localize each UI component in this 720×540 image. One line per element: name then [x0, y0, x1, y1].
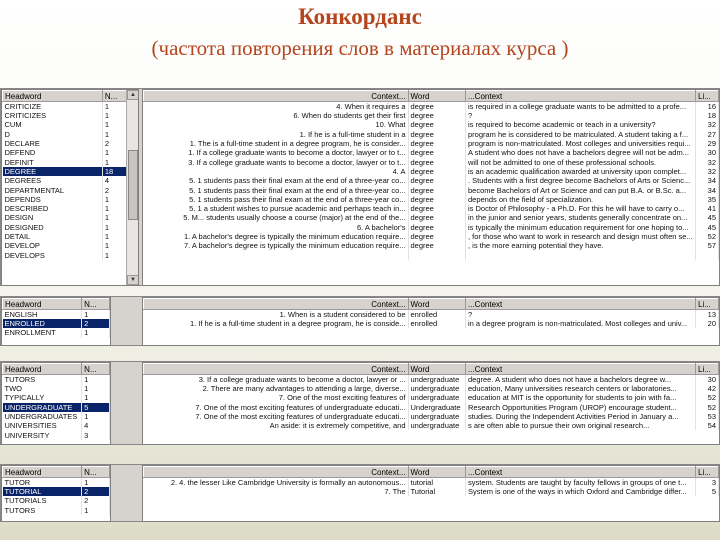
headword-cell: CRITICIZE: [3, 102, 103, 112]
context-left-cell: 7. The: [144, 487, 409, 496]
context-left-cell: 1. If he is a full-time student in a: [144, 130, 409, 139]
count-cell: 4: [82, 421, 110, 430]
scroll-thumb[interactable]: [128, 150, 138, 220]
headword-list[interactable]: [1, 89, 139, 286]
count-cell: 1: [102, 130, 137, 139]
count-cell: 1: [102, 111, 137, 120]
context-right-cell: education at MIT is the opportunity for students to join with fa...: [466, 393, 696, 402]
count-cell: 1: [102, 223, 137, 232]
context-row[interactable]: [144, 120, 719, 129]
headword-column-header[interactable]: Headword: [3, 299, 82, 310]
line-number-cell: 5: [696, 487, 719, 496]
keyword-cell: enrolled: [408, 319, 466, 328]
count-cell: 1: [102, 195, 137, 204]
keyword-cell: degree: [408, 204, 466, 213]
context-right-cell: depends on the field of specialization.: [466, 195, 696, 204]
keyword-cell: degree: [408, 232, 466, 241]
keyword-cell: degree: [408, 167, 466, 176]
headword-row[interactable]: [3, 328, 110, 337]
headword-row[interactable]: [3, 130, 138, 139]
context-table[interactable]: [142, 465, 720, 522]
context-row[interactable]: [144, 130, 719, 139]
context-left-header[interactable]: Context...: [144, 467, 409, 478]
context-left-cell: 3. If a college graduate wants to become a doctor, lawyer or to t...: [144, 157, 409, 166]
headword-row[interactable]: [3, 478, 110, 488]
keyword-cell: degree: [408, 241, 466, 250]
keyword-cell: degree: [408, 102, 466, 112]
count-cell: 1: [102, 204, 137, 213]
context-right-cell: in a degree program is non-matriculated. Most colleges and univ...: [466, 319, 696, 328]
headword-row[interactable]: [3, 139, 138, 148]
headword-cell: DESIGNED: [3, 223, 103, 232]
count-cell: 2: [82, 487, 110, 496]
headword-row[interactable]: [3, 393, 110, 402]
count-cell: 1: [102, 120, 137, 129]
headword-row[interactable]: [3, 176, 138, 185]
count-cell: 2: [82, 496, 110, 505]
keyword-cell: degree: [408, 157, 466, 166]
count-cell: 1: [82, 328, 110, 337]
concordance-panel: [0, 296, 720, 346]
context-row[interactable]: [144, 111, 719, 120]
keyword-cell: undergraduate: [408, 421, 466, 430]
context-left-cell: 10. What: [144, 120, 409, 129]
line-number-cell: 16: [696, 102, 719, 112]
line-number-cell: 45: [696, 223, 719, 232]
count-cell: 2: [82, 319, 110, 328]
keyword-cell: degree: [408, 223, 466, 232]
context-row[interactable]: [144, 375, 719, 385]
headword-cell: UNIVERSITIES: [3, 421, 82, 430]
line-header[interactable]: Li...: [696, 299, 719, 310]
line-number-cell: 54: [696, 421, 719, 430]
scroll-up-icon[interactable]: ▲: [127, 90, 139, 100]
headword-cell: DEVELOPS: [3, 250, 103, 259]
keyword-cell: degree: [408, 130, 466, 139]
context-row[interactable]: [144, 310, 719, 320]
context-right-cell: . Students with a first degree become Bachelors of Arts or Scienc...: [466, 176, 696, 185]
context-row[interactable]: [144, 185, 719, 194]
headword-cell: DEGREE: [3, 167, 103, 176]
headword-cell: DEPENDS: [3, 195, 103, 204]
context-left-cell: 6. When do students get their first: [144, 111, 409, 120]
headword-cell: CUM: [3, 120, 103, 129]
context-right-cell: is required in a college graduate wants to be admitted to a profe...: [466, 102, 696, 112]
headword-cell: TWO: [3, 384, 82, 393]
context-right-cell: Research Opportunities Program (UROP) encourage student...: [466, 403, 696, 412]
context-table[interactable]: [142, 89, 720, 286]
context-left-cell: 7. One of the most exciting features of: [144, 393, 409, 402]
context-right-header[interactable]: ...Context: [466, 91, 696, 102]
context-row[interactable]: [144, 478, 719, 488]
count-cell: 18: [102, 167, 137, 176]
context-row[interactable]: [144, 421, 719, 430]
headword-cell: UNDERGRADUATE: [3, 403, 82, 412]
context-right-header[interactable]: ...Context: [466, 467, 696, 478]
headword-cell: DESIGN: [3, 213, 103, 222]
context-row[interactable]: [144, 393, 719, 402]
context-row[interactable]: [144, 195, 719, 204]
context-left-header[interactable]: Context...: [144, 299, 409, 310]
count-column-header[interactable]: N...: [82, 299, 110, 310]
keyword-cell: degree: [408, 195, 466, 204]
context-right-cell: A student who does not have a bachelors degree will not be adm...: [466, 148, 696, 157]
headword-cell: CRITICIZES: [3, 111, 103, 120]
keyword-cell: enrolled: [408, 310, 466, 320]
headword-row[interactable]: [3, 167, 138, 176]
headword-row[interactable]: [3, 213, 138, 222]
context-row[interactable]: [144, 176, 719, 185]
count-cell: 2: [102, 139, 137, 148]
headword-row[interactable]: [3, 185, 138, 194]
context-row[interactable]: [144, 102, 719, 112]
context-row[interactable]: [144, 487, 719, 496]
context-left-cell: 6. A bachelor's: [144, 223, 409, 232]
headword-row[interactable]: [3, 195, 138, 204]
headword-cell: DEFINIT: [3, 157, 103, 166]
count-cell: 1: [102, 102, 137, 112]
context-right-cell: is required to become academic or teach in a university?: [466, 120, 696, 129]
headword-cell: DECLARE: [3, 139, 103, 148]
headword-cell: TUTOR: [3, 478, 82, 488]
line-number-cell: 32: [696, 157, 719, 166]
context-row[interactable]: [144, 148, 719, 157]
context-right-cell: program is non-matriculated. Most colleges and universities requi...: [466, 139, 696, 148]
headword-cell: UNDERGRADUATES: [3, 412, 82, 421]
count-cell: 2: [102, 185, 137, 194]
context-left-cell: 7. One of the most exciting features of undergraduate educati...: [144, 412, 409, 421]
count-cell: 1: [102, 157, 137, 166]
line-header[interactable]: Li...: [696, 364, 719, 375]
context-left-cell: 5. M... students usually choose a course (major) at the end of the...: [144, 213, 409, 222]
context-row[interactable]: [144, 250, 719, 259]
context-left-header[interactable]: Context...: [144, 364, 409, 375]
context-left-cell: 5. 1 students pass their final exam at the end of a three-year co...: [144, 176, 409, 185]
context-row[interactable]: [144, 403, 719, 412]
headword-row[interactable]: [3, 223, 138, 232]
context-left-cell: 7. A bachelor's degree is typically the minimum education require...: [144, 241, 409, 250]
keyword-cell: degree: [408, 148, 466, 157]
headword-cell: UNIVERSITY: [3, 430, 82, 439]
headword-row[interactable]: [3, 102, 138, 112]
line-number-cell: 30: [696, 148, 719, 157]
headword-row[interactable]: [3, 375, 110, 385]
context-right-cell: System is one of the ways in which Oxford and Cambridge differ...: [466, 487, 696, 496]
word-header[interactable]: Word: [408, 467, 466, 478]
keyword-cell: degree: [408, 120, 466, 129]
context-row[interactable]: [144, 167, 719, 176]
count-cell: 1: [82, 412, 110, 421]
context-left-cell: 5. 1 students pass their final exam at the end of a three-year co...: [144, 195, 409, 204]
headword-cell: TUTORIALS: [3, 496, 82, 505]
line-number-cell: 13: [696, 310, 719, 320]
headword-row[interactable]: [3, 310, 110, 320]
context-right-cell: is an academic qualification awarded at university upon complet...: [466, 167, 696, 176]
headword-cell: TYPICALLY: [3, 393, 82, 402]
line-number-cell: 3: [696, 478, 719, 488]
context-left-cell: 1. When is a student considered to be: [144, 310, 409, 320]
line-number-cell: 32: [696, 167, 719, 176]
context-right-cell: studies. During the Independent Activities Period in January a...: [466, 412, 696, 421]
headword-cell: DETAIL: [3, 232, 103, 241]
keyword-cell: Undergraduate: [408, 403, 466, 412]
concordance-panel: [0, 464, 720, 522]
headword-list[interactable]: [1, 362, 111, 445]
context-row[interactable]: [144, 232, 719, 241]
context-left-cell: 7. One of the most exciting features of undergraduate educati...: [144, 403, 409, 412]
context-row[interactable]: [144, 157, 719, 166]
headword-row[interactable]: [3, 241, 138, 250]
headword-column-header[interactable]: Headword: [3, 467, 82, 478]
context-right-cell: ?: [466, 111, 696, 120]
headword-row[interactable]: [3, 384, 110, 393]
keyword-cell: Tutorial: [408, 487, 466, 496]
scroll-down-icon[interactable]: ▼: [127, 275, 139, 285]
headword-scrollbar[interactable]: [126, 90, 138, 285]
line-number-cell: 42: [696, 384, 719, 393]
headword-cell: TUTORIAL: [3, 487, 82, 496]
count-cell: 4: [102, 176, 137, 185]
line-number-cell: 52: [696, 403, 719, 412]
count-cell: 1: [82, 384, 110, 393]
context-right-header[interactable]: ...Context: [466, 299, 696, 310]
headword-row[interactable]: [3, 250, 138, 259]
headword-row[interactable]: [3, 421, 110, 430]
keyword-cell: degree: [408, 213, 466, 222]
line-number-cell: 45: [696, 213, 719, 222]
context-right-header[interactable]: ...Context: [466, 364, 696, 375]
context-right-cell: ?: [466, 310, 696, 320]
context-right-cell: in the junior and senior years, students generally concentrate on...: [466, 213, 696, 222]
headword-row[interactable]: [3, 148, 138, 157]
headword-column-header[interactable]: Headword: [3, 364, 82, 375]
line-number-cell: 32: [696, 120, 719, 129]
context-row[interactable]: [144, 384, 719, 393]
headword-row[interactable]: [3, 120, 138, 129]
line-number-cell: 52: [696, 393, 719, 402]
word-header[interactable]: Word: [408, 91, 466, 102]
context-left-cell: 5. 1 a student wishes to pursue academic and perhaps teach in...: [144, 204, 409, 213]
page-subtitle: (частота повторения слов в материалах курса ): [151, 36, 569, 60]
keyword-cell: undergraduate: [408, 393, 466, 402]
word-header[interactable]: Word: [408, 299, 466, 310]
context-right-cell: program he is considered to be matriculated. A student taking a f...: [466, 130, 696, 139]
context-row[interactable]: [144, 319, 719, 328]
headword-row[interactable]: [3, 487, 110, 496]
headword-cell: TUTORS: [3, 506, 82, 515]
context-row[interactable]: [144, 223, 719, 232]
headword-row[interactable]: [3, 430, 110, 439]
context-left-cell: 5. 1 students pass their final exam at the end of a three-year co...: [144, 185, 409, 194]
headword-cell: ENROLLMENT: [3, 328, 82, 337]
keyword-cell: undergraduate: [408, 384, 466, 393]
line-number-cell: 34: [696, 176, 719, 185]
context-left-cell: 1. If a college graduate wants to become a doctor, lawyer or to t...: [144, 148, 409, 157]
context-right-cell: , is the more earning potential they have.: [466, 241, 696, 250]
headword-cell: TUTORS: [3, 375, 82, 385]
word-header[interactable]: Word: [408, 364, 466, 375]
headword-row[interactable]: [3, 157, 138, 166]
headword-row[interactable]: [3, 412, 110, 421]
line-number-cell: [696, 250, 719, 259]
headword-cell: DEGREES: [3, 176, 103, 185]
context-right-cell: is typically the minimum education requirement for one hoping to...: [466, 223, 696, 232]
context-left-cell: 2. There are many advantages to attending a large, diverse...: [144, 384, 409, 393]
headword-row[interactable]: [3, 232, 138, 241]
context-row[interactable]: [144, 213, 719, 222]
count-cell: 1: [102, 232, 137, 241]
headword-row[interactable]: [3, 403, 110, 412]
count-cell: 3: [82, 430, 110, 439]
keyword-cell: undergraduate: [408, 375, 466, 385]
context-row[interactable]: [144, 204, 719, 213]
count-cell: 1: [82, 393, 110, 402]
keyword-cell: tutorial: [408, 478, 466, 488]
context-row[interactable]: [144, 412, 719, 421]
context-table[interactable]: [142, 297, 720, 346]
context-left-header[interactable]: Context...: [144, 91, 409, 102]
headword-row[interactable]: [3, 496, 110, 505]
keyword-cell: degree: [408, 176, 466, 185]
line-number-cell: 34: [696, 185, 719, 194]
line-number-cell: 27: [696, 130, 719, 139]
headword-row[interactable]: [3, 319, 110, 328]
context-left-cell: [144, 250, 409, 259]
count-cell: 1: [82, 310, 110, 320]
context-right-cell: system. Students are taught by faculty fellows in groups of one t...: [466, 478, 696, 488]
context-left-cell: 4. When it requires a: [144, 102, 409, 112]
headword-row[interactable]: [3, 204, 138, 213]
keyword-cell: undergraduate: [408, 412, 466, 421]
line-number-cell: 57: [696, 241, 719, 250]
count-cell: 1: [102, 213, 137, 222]
headword-cell: DEPARTMENTAL: [3, 185, 103, 194]
context-left-cell: An aside: it is extremely competitive, and: [144, 421, 409, 430]
line-number-cell: 20: [696, 319, 719, 328]
context-right-cell: [466, 250, 696, 259]
count-cell: 1: [82, 478, 110, 488]
line-number-cell: 18: [696, 111, 719, 120]
keyword-cell: degree: [408, 111, 466, 120]
line-number-cell: 52: [696, 232, 719, 241]
count-cell: 1: [82, 375, 110, 385]
concordance-panel: [0, 361, 720, 445]
context-row[interactable]: [144, 139, 719, 148]
context-right-cell: is Doctor of Philosophy - a Ph.D. For this he will have to carry o...: [466, 204, 696, 213]
keyword-cell: degree: [408, 185, 466, 194]
context-right-cell: become Bachelors of Art or Science and can put B.A. or B.Sc. a...: [466, 185, 696, 194]
line-number-cell: 29: [696, 139, 719, 148]
headword-cell: D: [3, 130, 103, 139]
line-number-cell: 35: [696, 195, 719, 204]
headword-cell: DEVELOP: [3, 241, 103, 250]
context-right-cell: s are often able to pursue their own original research...: [466, 421, 696, 430]
headword-cell: DEFEND: [3, 148, 103, 157]
context-left-cell: 4. A: [144, 167, 409, 176]
context-left-cell: 1. A bachelor's degree is typically the minimum education require...: [144, 232, 409, 241]
context-right-cell: education, Many universities research centers or laboratories...: [466, 384, 696, 393]
count-cell: 1: [102, 148, 137, 157]
line-number-cell: 41: [696, 204, 719, 213]
headword-column-header[interactable]: Headword: [3, 91, 103, 102]
headword-cell: ENROLLED: [3, 319, 82, 328]
concordance-panel: [0, 88, 720, 286]
count-column-header[interactable]: N...: [102, 91, 137, 102]
headword-list[interactable]: [1, 465, 111, 522]
count-column-header[interactable]: N...: [82, 364, 110, 375]
headword-row[interactable]: [3, 111, 138, 120]
count-column-header[interactable]: N...: [82, 467, 110, 478]
context-row[interactable]: [144, 241, 719, 250]
context-left-cell: 2. 4. the lesser Like Cambridge University is formally an autonomous...: [144, 478, 409, 488]
context-right-cell: degree. A student who does not have a bachelors degree w...: [466, 375, 696, 385]
headword-list[interactable]: [1, 297, 111, 346]
page-title: Конкорданс: [298, 4, 422, 29]
keyword-cell: degree: [408, 139, 466, 148]
count-cell: 1: [102, 241, 137, 250]
headword-cell: DESCRIBED: [3, 204, 103, 213]
context-left-cell: 1. If he is a full-time student in a degree program, he is conside...: [144, 319, 409, 328]
count-cell: 1: [82, 506, 110, 515]
context-left-cell: 3. If a college graduate wants to become a doctor, lawyer or ...: [144, 375, 409, 385]
headword-row[interactable]: [3, 506, 110, 515]
line-header[interactable]: Li...: [696, 91, 719, 102]
context-right-cell: will not be admitted to one of these professional schools.: [466, 157, 696, 166]
line-number-cell: 30: [696, 375, 719, 385]
line-header[interactable]: Li...: [696, 467, 719, 478]
line-number-cell: 53: [696, 412, 719, 421]
keyword-cell: [408, 250, 466, 259]
context-left-cell: 1. The is a full-time student in a degree program, he is consider...: [144, 139, 409, 148]
context-right-cell: , for those who want to work in research and design must often se...: [466, 232, 696, 241]
count-cell: 5: [82, 403, 110, 412]
headword-cell: ENGLISH: [3, 310, 82, 320]
count-cell: 1: [102, 250, 137, 259]
context-table[interactable]: [142, 362, 720, 445]
